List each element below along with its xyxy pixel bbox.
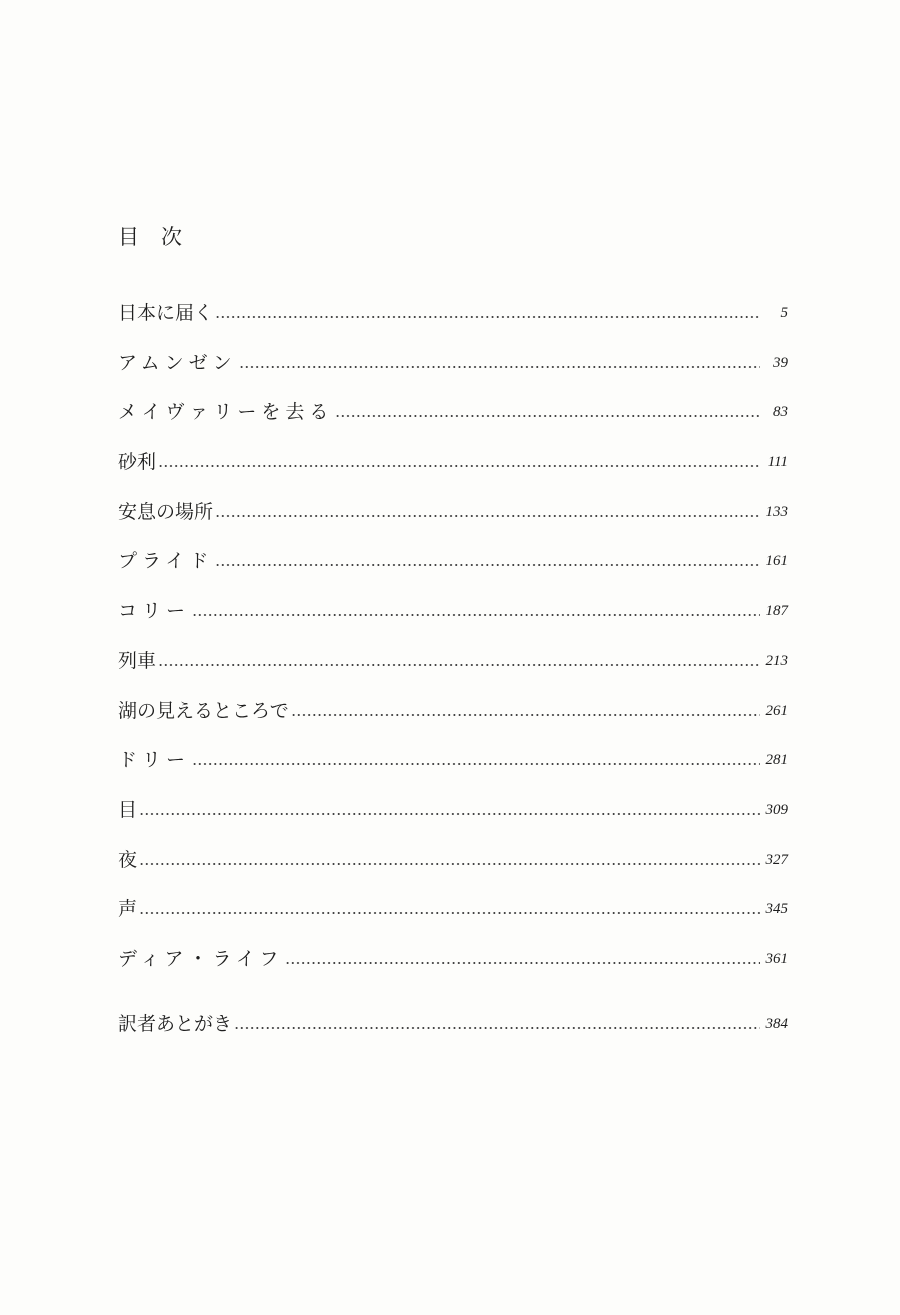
toc-entry-title: メイヴァリーを去る — [118, 401, 334, 424]
toc-entry-title: コリー — [118, 600, 191, 623]
toc-entry[interactable] — [118, 546, 788, 576]
toc-entry-page: 111 — [767, 454, 788, 471]
dot-leader — [335, 397, 760, 427]
toc-entry-page: 161 — [765, 553, 788, 570]
dot-leader — [139, 894, 760, 924]
toc-entry[interactable] — [118, 944, 788, 974]
dot-leader — [285, 944, 760, 974]
toc-entry-afterword[interactable] — [118, 1009, 788, 1039]
toc-entry-page: 309 — [765, 801, 788, 818]
afterword-page: 384 — [765, 1015, 788, 1032]
afterword-title: 訳者あとがき — [118, 1012, 233, 1035]
dot-leader — [215, 497, 760, 527]
toc-entry-page: 281 — [765, 752, 788, 769]
dot-leader — [234, 1009, 760, 1039]
toc-entry-page: 83 — [773, 404, 788, 421]
toc-entry-title: 目 — [118, 798, 138, 821]
toc-entry[interactable] — [118, 795, 788, 825]
toc-entry[interactable] — [118, 646, 788, 676]
dot-leader — [192, 596, 760, 626]
toc-entry-title: 安息の場所 — [118, 500, 214, 523]
toc-entry-title: ディア・ライフ — [118, 947, 284, 970]
toc-entry-page: 361 — [765, 950, 788, 967]
toc-entry-page: 261 — [765, 702, 788, 719]
toc-entry-page: 345 — [765, 901, 788, 918]
toc-entry-title: アムンゼン — [118, 351, 237, 374]
toc-entry[interactable] — [118, 397, 788, 427]
toc-entry-title: 声 — [118, 898, 138, 921]
toc-entry-title: 日本に届く — [118, 302, 214, 324]
toc-entry[interactable] — [118, 696, 788, 726]
toc-entry-page: 133 — [765, 503, 788, 520]
toc-entry-title: 湖の見えるところで — [118, 699, 289, 722]
dot-leader — [239, 348, 760, 378]
toc-entry-page: 5 — [780, 305, 788, 321]
toc-entry-title: プライド — [118, 550, 214, 573]
table-of-contents — [118, 298, 788, 1059]
toc-entry-title: 夜 — [118, 848, 138, 871]
dot-leader — [139, 795, 760, 825]
dot-leader — [215, 298, 760, 328]
dot-leader — [158, 447, 760, 477]
toc-entry-title: 列車 — [118, 649, 157, 672]
page-title-left: 目 — [118, 225, 139, 249]
toc-entry-page: 187 — [765, 603, 788, 620]
page-title-right: 次 — [161, 225, 182, 249]
dot-leader — [291, 696, 760, 726]
toc-entry[interactable] — [118, 894, 788, 924]
toc-entry[interactable] — [118, 497, 788, 527]
page-title — [118, 222, 182, 252]
toc-entry-title: 砂利 — [118, 451, 157, 474]
toc-entry[interactable] — [118, 348, 788, 378]
toc-entry[interactable] — [118, 596, 788, 626]
dot-leader — [192, 745, 760, 775]
dot-leader — [139, 845, 760, 875]
dot-leader — [215, 546, 760, 576]
toc-entry-page: 213 — [765, 652, 788, 669]
toc-entry[interactable] — [118, 298, 788, 328]
toc-entry[interactable] — [118, 447, 788, 477]
toc-entry[interactable] — [118, 845, 788, 875]
toc-entry-title: ドリー — [118, 749, 191, 772]
dot-leader — [158, 646, 760, 676]
toc-entry[interactable] — [118, 745, 788, 775]
toc-entry-page: 327 — [765, 851, 788, 868]
toc-entry-page: 39 — [773, 354, 788, 371]
